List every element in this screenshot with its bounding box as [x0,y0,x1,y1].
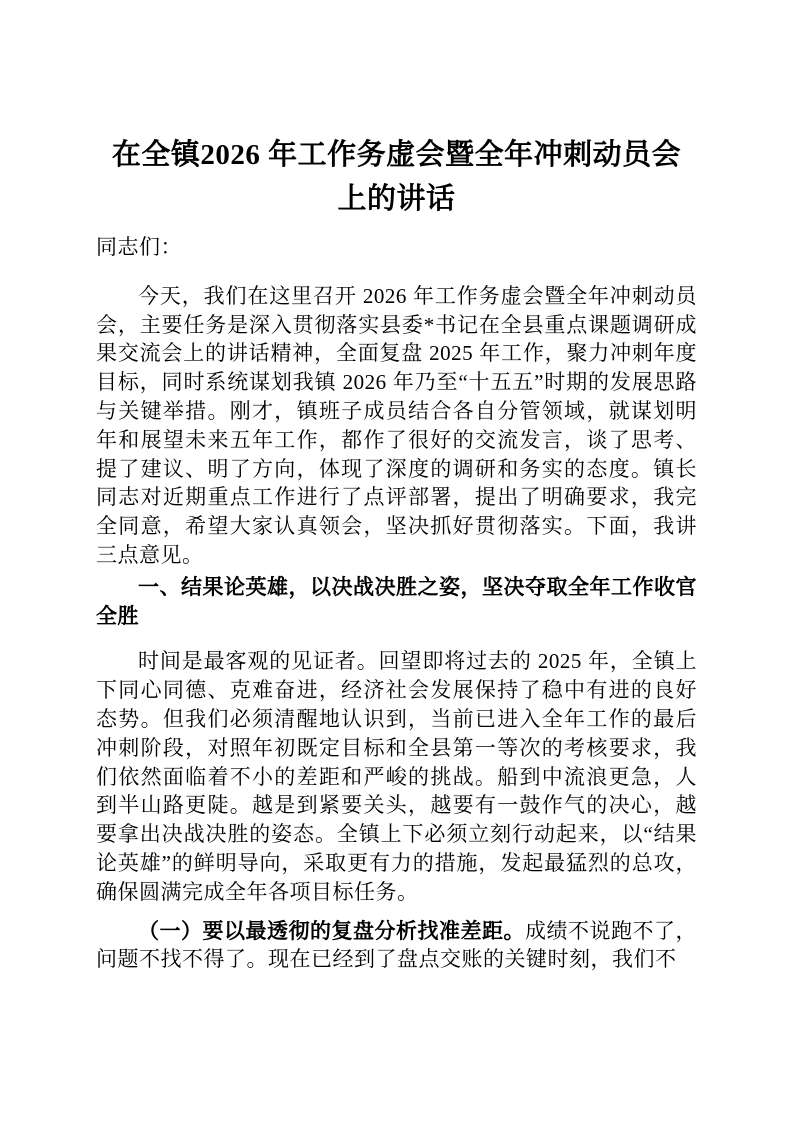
doc-title-line-2: 上的讲话 [337,183,456,215]
doc-title-line-1: 在全镇2026 年工作务虚会暨全年冲刺动员会 [111,139,682,171]
greeting: 同志们： [96,235,182,259]
doc-body [96,233,697,974]
paragraph-opening: 今天，我们在这里召开 2026 年工作务虚会暨全年冲刺动员会，主要任务是深入贯彻落实县委*书记在全县重点课题调研成果交流会上的讲话精神，全面复盘 2025 年工作，聚力冲刺年度目标，同时系统谋划我镇 2026 年乃至“十五五”时期的发展思路与关键举措。刚才，镇班子成员结合各自分管领域，就谋划明年和展望未来五年工作，都作了很好的交流发言，谈了思考、提了建议、明了方向，体现了深度的调研和务实的态度。镇长同志对近期重点工作进行了点评部署，提出了明确要求，我完全同意，希望大家认真领会，坚决抓好贯彻落实。下面，我讲三点意见。 [96,283,697,567]
section-heading-1: 一、结果论英雄，以决战决胜之姿，坚决夺取全年工作收官全胜 [96,574,697,628]
doc-title [96,133,697,221]
paragraph-section-1: 时间是最客观的见证者。回望即将过去的 2025 年，全镇上下同心同德、克难奋进，经济社会发展保持了稳中有进的良好态势。但我们必须清醒地认识到，当前已进入全年工作的最后冲刺阶段，对照年初既定目标和全县第一等次的考核要求，我们依然面临着不小的差距和严峻的挑战。船到中流浪更急，人到半山路更陡。越是到紧要关头，越要有一鼓作气的决心，越要拿出决战决胜的姿态。全镇上下必须立刻行动起来，以“结果论英雄”的鲜明导向，采取更有力的措施，发起最猛烈的总攻，确保圆满完成全年各项目标任务。 [96,649,697,904]
paragraph-subpoint-1-lead: （一）要以最透彻的复盘分析找准差距。 [138,918,525,943]
paragraph-subpoint-1-text: 成绩不说跑不了，问题不找不得了。现在已经到了盘点交账的关键时刻，我们不 [96,918,697,972]
paragraph-subpoint-1 [96,917,697,975]
